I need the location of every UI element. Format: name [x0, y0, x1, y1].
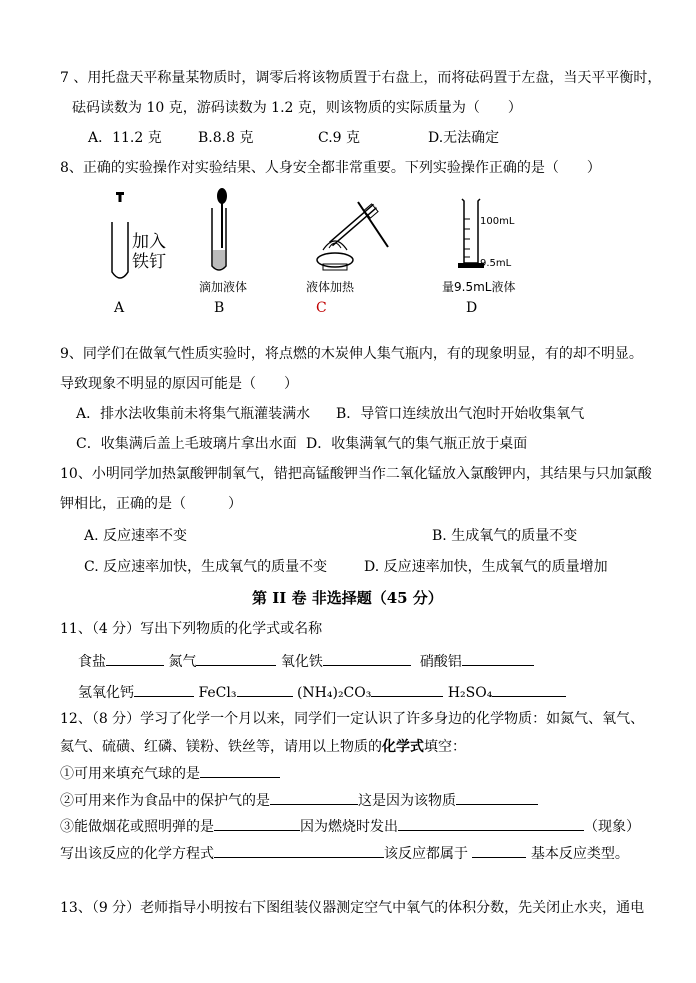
q11-blank-aluminum-nitrate[interactable]	[462, 651, 534, 666]
q12-line3	[60, 816, 640, 837]
figure-b-letter: B	[214, 300, 225, 316]
q12-blank-protective-gas[interactable]	[270, 790, 358, 805]
q12-line4-text: 写出该反应的化学方程式	[60, 846, 214, 862]
q12-line4-type: 该反应都属于	[384, 846, 468, 862]
q11-item-ammonium-carbonate: (NH₄)₂CO₃	[296, 685, 372, 701]
q12-line2	[60, 790, 538, 811]
figure-a-label-line2: 铁钉	[132, 252, 166, 272]
q12-stem-line1: 12、（8 分）学习了化学一个月以来，同学们一定认识了许多身边的化学物质：如氮气、氧气、	[60, 711, 645, 727]
q12-stem-line2	[60, 737, 466, 757]
q7-option-b: B.8.8 克	[198, 130, 254, 146]
q12-line3-text: ③能做烟花或照明弹的是	[60, 819, 214, 835]
q12-line4	[60, 843, 629, 864]
figure-d-letter: D	[466, 300, 478, 316]
q11-row2	[78, 682, 566, 703]
q11-blank-ammonium-carbonate[interactable]	[371, 682, 443, 697]
q12-line2-reason: 这是因为该物质	[358, 793, 456, 809]
q12-stem-emphasis: 化学式	[382, 739, 424, 755]
figure-d-caption: 量9.5mL液体	[442, 280, 516, 294]
q12-line2-text: ②可用来作为食品中的保护气的是	[60, 793, 270, 809]
q11-item-nitrogen: 氮气	[168, 654, 197, 670]
q11-item-h2so4: H₂SO₄	[447, 685, 493, 701]
q10-option-c: C. 反应速率加快，生成氧气的质量不变	[84, 559, 328, 575]
q8-stem: 8、正确的实验操作对实验结果、人身安全都非常重要。下列实验操作正确的是（ ）	[60, 160, 601, 176]
figure-d-mark-100ml: 100mL	[480, 216, 515, 227]
q9-option-d: D．收集满氧气的集气瓶正放于桌面	[306, 436, 528, 452]
q11-item-fecl3: FeCl₃	[198, 685, 237, 701]
q11-blank-salt[interactable]	[106, 651, 164, 666]
q7-option-d: D.无法确定	[428, 130, 500, 146]
q12-blank-phenomenon[interactable]	[398, 816, 584, 831]
q12-line4-end: 基本反应类型。	[530, 846, 629, 862]
q12-line3-note: （现象）	[584, 819, 640, 835]
q11-blank-calcium-hydroxide[interactable]	[134, 682, 194, 697]
figure-b-dropper	[202, 188, 242, 273]
q10-option-a: A. 反应速率不变	[84, 528, 188, 544]
q12-line3-phenomenon: 因为燃烧时发出	[300, 819, 398, 835]
figure-b-caption: 滴加液体	[199, 280, 248, 294]
q11-blank-fecl3[interactable]	[237, 682, 293, 697]
q11-item-iron-oxide: 氧化铁	[280, 654, 323, 670]
q12-blank-reason[interactable]	[456, 790, 538, 805]
q11-item-aluminum-nitrate: 硝酸铝	[419, 654, 462, 670]
q11-item-salt: 食盐	[78, 654, 106, 670]
q9-option-a: A．排水法收集前未将集气瓶灌装满水	[76, 406, 311, 422]
q11-blank-h2so4[interactable]	[492, 682, 566, 697]
figure-c-heating	[303, 192, 393, 277]
q12-blank-reaction-type[interactable]	[472, 843, 526, 858]
q11-blank-iron-oxide[interactable]	[323, 651, 411, 666]
q11-blank-nitrogen[interactable]	[196, 651, 276, 666]
q10-stem-line2: 钾相比，正确的是（ ）	[60, 496, 242, 512]
q7-stem-line2: 砝码读数为 10 克，游码读数为 1.2 克，则该物质的实际质量为（ ）	[72, 100, 522, 116]
q10-option-d: D. 反应速率加快，生成氧气的质量增加	[364, 559, 608, 575]
q7-option-a: A．11.2 克	[88, 130, 162, 146]
section-ii-heading: 第 II 卷 非选择题（45 分）	[252, 589, 443, 607]
q9-stem-line1: 9、同学们在做氧气性质实验时，将点燃的木炭伸人集气瓶内，有的现象明显，有的却不明显。	[60, 346, 643, 362]
q11-item-calcium-hydroxide: 氢氧化钙	[78, 685, 134, 701]
q12-stem-part1: 氦气、硫磺、红磷、镁粉、铁丝等，请用以上物质的	[60, 739, 382, 755]
q10-option-b: B. 生成氧气的质量不变	[432, 528, 578, 544]
q12-blank-firework[interactable]	[214, 816, 300, 831]
q10-stem-line1: 10、小明同学加热氯酸钾制氧气，错把高锰酸钾当作二氧化锰放入氯酸钾内，其结果与只加氯酸	[60, 466, 652, 482]
q11-stem: 11、（4 分）写出下列物质的化学式或名称	[60, 621, 323, 637]
q12-line1-text: ①可用来填充气球的是	[60, 766, 200, 782]
q11-row1	[78, 651, 534, 672]
q13-stem: 13、（9 分）老师指导小明按右下图组装仪器测定空气中氧气的体积分数，先关闭止水夹，通电	[60, 900, 645, 916]
q12-stem-part3: 填空：	[424, 739, 466, 755]
q7-option-c: C.9 克	[318, 130, 361, 146]
q12-line1	[60, 763, 280, 784]
q12-blank-balloon-gas[interactable]	[200, 763, 280, 778]
figure-c-caption: 液体加热	[306, 280, 355, 294]
figure-d-mark-9-5ml: 9.5mL	[480, 258, 512, 269]
q9-option-b: B．导管口连续放出气泡时开始收集氧气	[336, 406, 585, 422]
q9-stem-line2: 导致现象不明显的原因可能是（ ）	[60, 376, 298, 392]
figure-c-letter: C	[316, 300, 327, 316]
q9-option-c: C．收集满后盖上毛玻璃片拿出水面	[76, 436, 297, 452]
q7-stem-line1: 7 、用托盘天平称量某物质时，调零后将该物质置于右盘上，而将砝码置于左盘，当天平平衡时，	[60, 70, 662, 86]
q12-blank-equation[interactable]	[214, 843, 384, 858]
figure-a-letter: A	[114, 300, 125, 316]
figure-a-label-line1: 加入	[132, 232, 166, 252]
